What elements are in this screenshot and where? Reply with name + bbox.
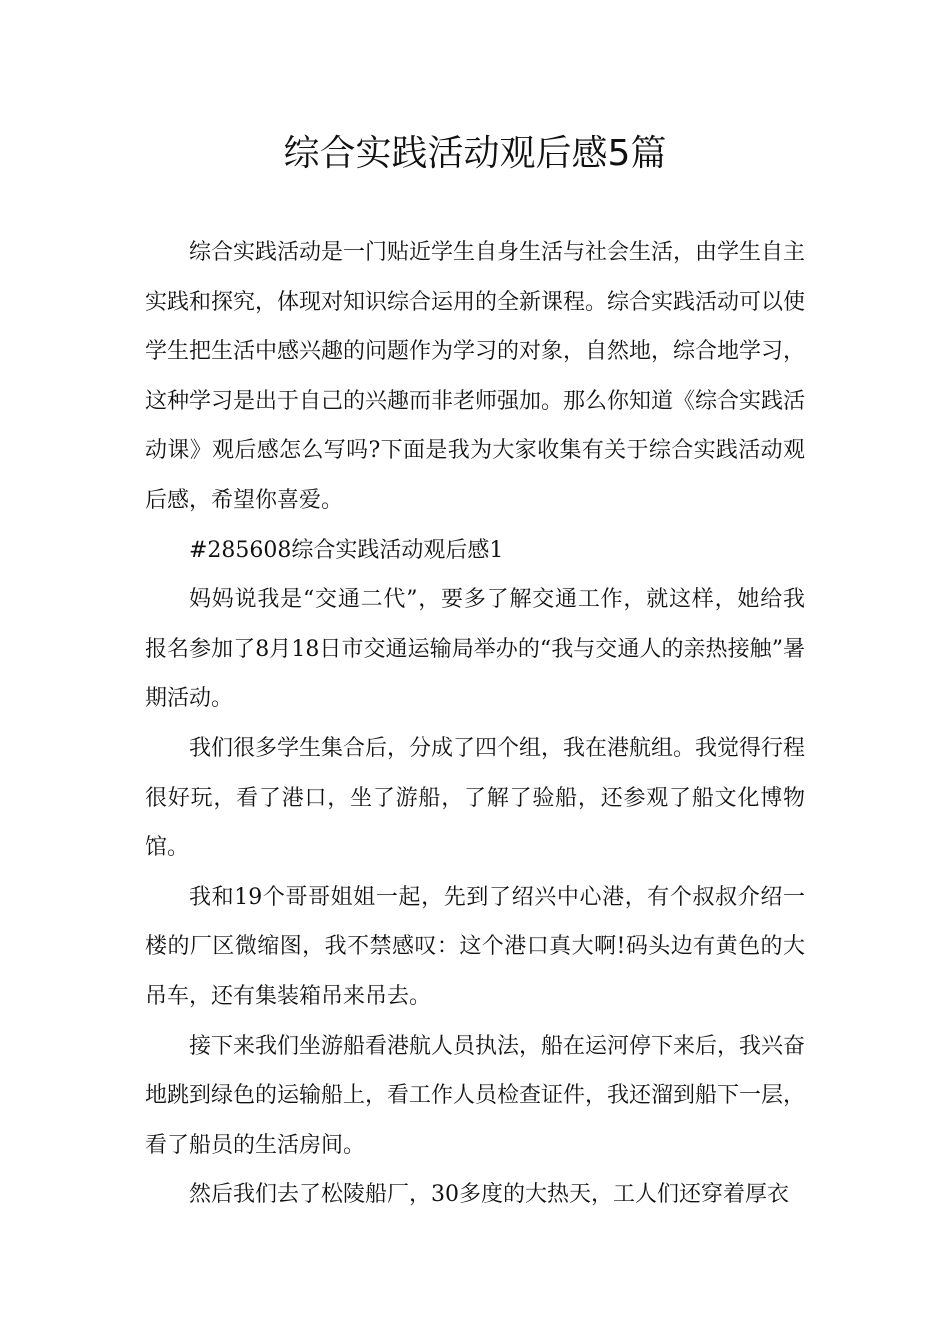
body-paragraph: 接下来我们坐游船看港航人员执法，船在运河停下来后，我兴奋地跳到绿色的运输船上，看工作人员检查证件，我还溜到船下一层，看了船员的生活房间。 <box>145 1033 806 1158</box>
body-paragraph: 然后我们去了松陵船厂，30多度的大热天，工人们还穿着厚衣 <box>189 1182 789 1208</box>
body-paragraph: 我们很多学生集合后，分成了四个组，我在港航组。我觉得行程很好玩，看了港口，坐了游船，了解了验船，还参观了船文化博物馆。 <box>145 735 806 861</box>
intro-paragraph: 综合实践活动是一门贴近学生自身生活与社会生活，由学生自主实践和探究，体现对知识综合运用的全新课程。综合实践活动可以使学生把生活中感兴趣的问题作为学习的对象，自然地，综合地学习，这种学习是出于自己的兴趣而非老师强加。那么你知道《综合实践活动课》观后感怎么写吗?下面是我为大家收集有关于综合实践活动观后感，希望你喜爱。 <box>145 240 806 513</box>
section-heading: #285608综合实践活动观后感1 <box>189 537 504 563</box>
body-paragraph: 我和19个哥哥姐姐一起，先到了绍兴中心港，有个叔叔介绍一楼的厂区微缩图，我不禁感叹：这个港口真大啊!码头边有黄色的大吊车，还有集装箱吊来吊去。 <box>145 884 805 1009</box>
document-body <box>145 228 805 1220</box>
body-paragraph: 妈妈说我是“交通二代”，要多了解交通工作，就这样，她给我报名参加了8月18日市交通运输局举办的“我与交通人的亲热接触”暑期活动。 <box>145 587 805 712</box>
document-title: 综合实践活动观后感5篇 <box>283 133 667 174</box>
